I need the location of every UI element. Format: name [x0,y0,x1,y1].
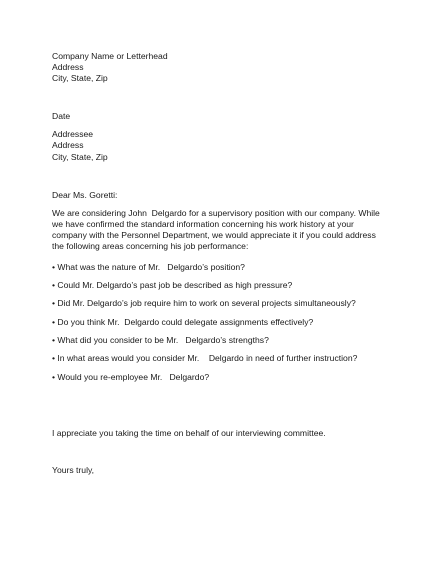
letter-date: Date [52,111,71,121]
addressee-name: Addressee [52,129,94,139]
question-item: • What did you consider to be Mr. Delgardo’s strengths? [52,335,269,345]
intro-paragraph [52,208,382,252]
addressee-address: Address [52,140,84,150]
salutation: Dear Ms. Goretti: [52,190,118,200]
question-item: • What was the nature of Mr. Delgardo’s position? [52,262,245,272]
letterhead-address: Address [52,62,84,72]
intro-line: company with the Personnel Department, we would appreciate it if you could address [52,230,376,240]
letterhead-company: Company Name or Letterhead [52,51,168,61]
question-item: • Would you re-employee Mr. Delgardo? [52,372,210,382]
question-item: • In what areas would you consider Mr. Delgardo in need of further instruction? [52,353,358,363]
signoff: Yours truly, [52,465,95,475]
intro-line: We are considering John Delgardo for a supervisory position with our company. While [52,208,380,218]
intro-line: the following areas concerning his job performance: [52,241,249,251]
question-item: • Do you think Mr. Delgardo could delegate assignments effectively? [52,317,314,327]
intro-line: we have confirmed the standard information concerning his work history at your [52,219,354,229]
letterhead-city: City, State, Zip [52,73,108,83]
closing-paragraph: I appreciate you taking the time on behalf of our interviewing committee. [52,428,326,438]
question-item: • Could Mr. Delgardo’s past job be described as high pressure? [52,280,293,290]
addressee-city: City, State, Zip [52,152,108,162]
question-item: • Did Mr. Delgardo’s job require him to work on several projects simultaneously? [52,298,356,308]
